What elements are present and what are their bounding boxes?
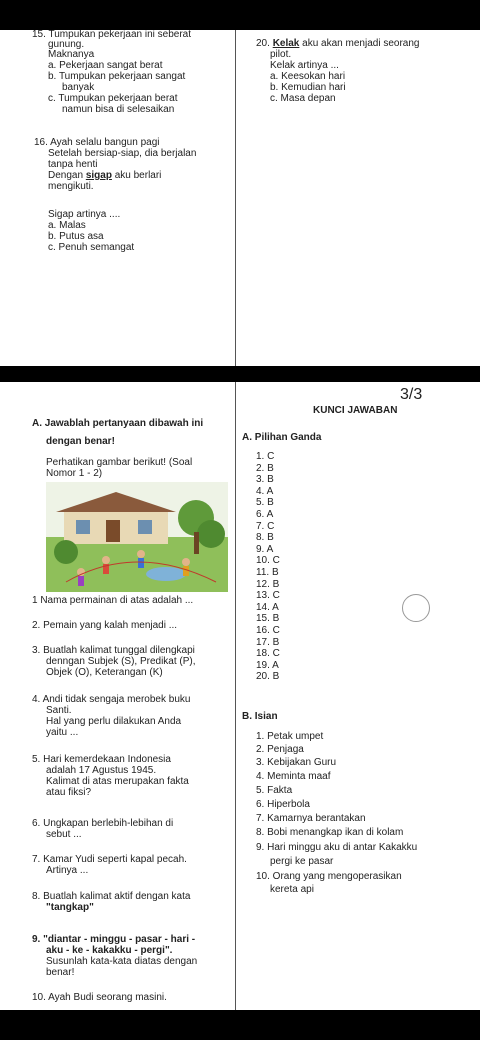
isian-answer: kereta api — [270, 884, 314, 895]
q16-head: 16. Ayah selalu bangun pagi — [34, 137, 160, 148]
q20-head-a: 20. — [256, 38, 273, 49]
q16-line5: mengikuti. — [48, 181, 94, 192]
question-6-line: sebut ... — [46, 829, 82, 840]
question-5-line: adalah 17 Agustus 1945. — [46, 765, 157, 776]
pg-answer: 15. B — [256, 613, 280, 625]
column-divider — [235, 382, 236, 1010]
section-a-title: A. Jawablah pertanyaan dibawah ini — [32, 418, 204, 429]
pg-answer: 11. B — [256, 567, 279, 578]
q15-line1: gunung. — [48, 39, 85, 50]
question-4-line: 4. Andi tidak sengaja merobek buku — [32, 694, 191, 705]
isian-answer: 5. Fakta — [256, 785, 293, 796]
q20-option-b: b. Kemudian hari — [270, 82, 346, 93]
question-5-line: Kalimat di atas merupakan fakta — [46, 776, 189, 787]
isian-answer: 2. Penjaga — [256, 744, 304, 755]
question-4-line: Santi. — [46, 705, 72, 716]
q20-head — [256, 39, 419, 50]
q15-cut-line: 15. Tumpukan pekerjaan ini seberat — [32, 30, 191, 40]
q16-option-b: b. Putus asa — [48, 231, 104, 242]
isian-title: B. Isian — [242, 711, 278, 722]
question-7-line: 7. Kamar Yudi seperti kapal pecah. — [32, 854, 187, 865]
q16-line4-b: aku berlari — [111, 170, 162, 181]
isian-answer: 7. Kamarnya berantakan — [256, 813, 366, 824]
question-5-line: 5. Hari kemerdekaan Indonesia — [32, 754, 171, 765]
question-5-line: atau fiksi? — [46, 787, 92, 798]
page-1 — [0, 30, 480, 366]
q15-option-b-cont: banyak — [62, 82, 95, 93]
question-10-line: 10. Ayah Budi seorang masini. — [32, 992, 167, 1003]
q20-head-b: aku akan menjadi seorang — [299, 38, 420, 49]
isian-answer: 4. Meminta maaf — [256, 771, 331, 782]
pg-answer: 12. B — [256, 578, 280, 590]
pg-answer: 14. A — [256, 601, 279, 613]
question-3-line: denngan Subjek (S), Predikat (P), — [46, 656, 196, 667]
q16-underlined-word: sigap — [85, 170, 112, 181]
pg-answer: 18. C — [256, 648, 280, 660]
q20-option-c: c. Masa depan — [270, 93, 336, 104]
q16-option-c: c. Penuh semangat — [48, 242, 135, 253]
q20-ask: Kelak artinya ... — [270, 60, 339, 71]
pg-answer: 5. B — [256, 497, 274, 509]
q16-line2: Setelah bersiap-siap, dia berjalan — [48, 148, 197, 159]
q16-line4 — [48, 171, 161, 182]
q16-line3: tanpa henti — [48, 159, 98, 170]
isian-answer: 9. Hari minggu aku di antar Kakakku — [256, 842, 418, 853]
question-9-line: benar! — [46, 967, 75, 978]
q20-underlined-word: Kelak — [272, 38, 300, 49]
question-6-line: 6. Ungkapan berlebih-lebihan di — [32, 818, 174, 829]
kunci-title: KUNCI JAWABAN — [313, 405, 398, 416]
pilihan-ganda-title: A. Pilihan Ganda — [242, 432, 322, 443]
q20-line2: pilot. — [270, 49, 292, 60]
question-8-line: 8. Buatlah kalimat aktif dengan kata — [32, 891, 191, 902]
intro-line2: Nomor 1 - 2) — [46, 468, 103, 479]
isian-answer: 3. Kebijakan Guru — [256, 757, 337, 768]
question-4-line: yaitu ... — [46, 727, 79, 738]
question-4-line: Hal yang perlu dilakukan Anda — [46, 716, 182, 727]
page-counter: 3/3 — [400, 386, 423, 403]
q16-ask: Sigap artinya .... — [48, 209, 121, 220]
question-9-line: Susunlah kata-kata diatas dengan — [46, 956, 198, 967]
question-2-line: 2. Pemain yang kalah menjadi ... — [32, 620, 178, 631]
pg-answer: 2. B — [256, 462, 274, 474]
pg-answer: 4. A — [256, 485, 274, 497]
loading-circle-icon — [402, 594, 430, 622]
intro-line1: Perhatikan gambar berikut! (Soal — [46, 457, 193, 468]
q15-label: Maknanya — [48, 49, 95, 60]
pg-answer: 10. C — [256, 555, 280, 567]
isian-answer: pergi ke pasar — [270, 856, 334, 867]
isian-answer: 10. Orang yang mengoperasikan — [256, 871, 402, 882]
pg-answer: 3. B — [256, 474, 274, 486]
pg-answer: 9. A — [256, 543, 274, 555]
pg-answer: 19. A — [256, 659, 279, 671]
q15-option-a: a. Pekerjaan sangat berat — [48, 60, 163, 71]
pg-answer: 6. A — [256, 509, 274, 520]
pg-answer: 13. C — [256, 590, 280, 602]
column-divider — [235, 30, 236, 366]
pg-answer: 17. B — [256, 636, 280, 648]
q15-option-c-cont: namun bisa di selesaikan — [62, 104, 175, 115]
q15-option-b: b. Tumpukan pekerjaan sangat — [48, 71, 186, 82]
question-7-line: Artinya ... — [46, 865, 89, 876]
isian-answer: 6. Hiperbola — [256, 799, 310, 810]
question-9-line: aku - ke - kakakku - pergi". — [46, 945, 173, 956]
pg-answer: 8. B — [256, 532, 274, 544]
q15-option-c: c. Tumpukan pekerjaan berat — [48, 93, 178, 104]
pg-answer: 1. C — [256, 451, 275, 462]
question-1-line: 1 Nama permainan di atas adalah ... — [32, 595, 194, 606]
question-8-line: "tangkap" — [46, 902, 94, 913]
question-9-line: 9. "diantar - minggu - pasar - hari - — [32, 934, 196, 945]
pg-answer: 16. C — [256, 625, 280, 636]
pg-answer: 20. B — [256, 671, 280, 683]
isian-answer: 8. Bobi menangkap ikan di kolam — [256, 827, 404, 838]
q16-option-a: a. Malas — [48, 220, 86, 231]
section-a-title-cont: dengan benar! — [46, 436, 115, 447]
game-illustration — [46, 482, 228, 592]
pg-answer: 7. C — [256, 520, 275, 532]
question-3-line: Objek (O), Keterangan (K) — [46, 667, 163, 678]
q20-option-a: a. Keesokan hari — [270, 71, 346, 82]
isian-answer: 1. Petak umpet — [256, 731, 324, 742]
q16-line4-a: Dengan — [48, 170, 86, 181]
question-3-line: 3. Buatlah kalimat tunggal dilengkapi — [32, 645, 195, 656]
page-2 — [0, 382, 480, 1010]
